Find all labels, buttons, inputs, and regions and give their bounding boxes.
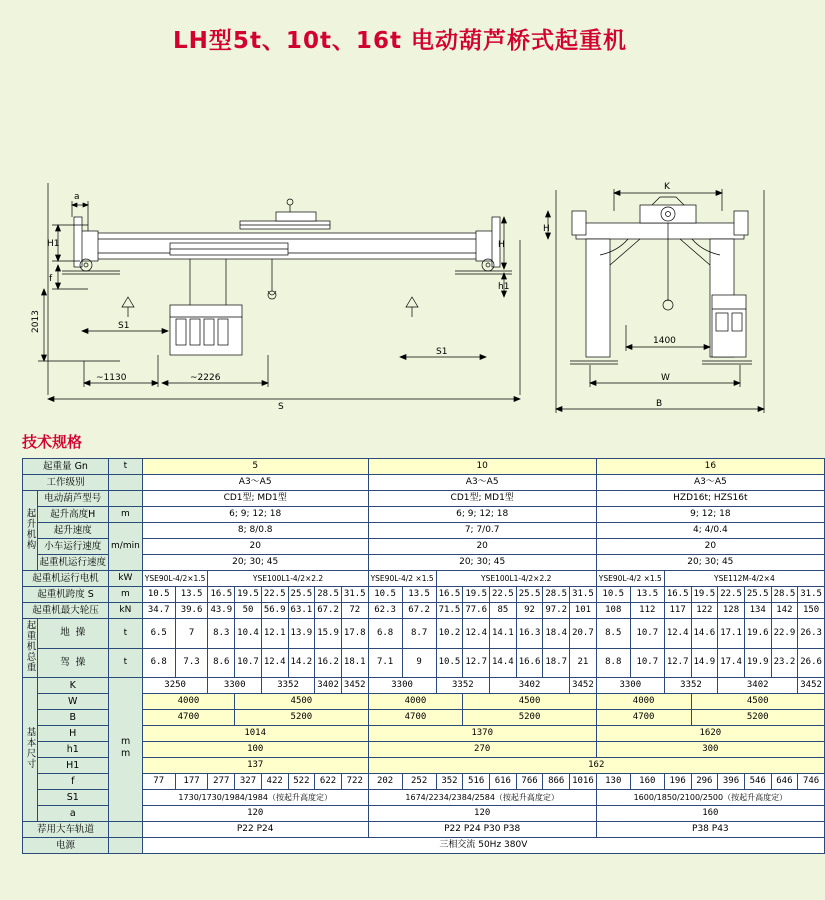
- cell: 16.5: [436, 587, 463, 603]
- cell: 646: [771, 774, 798, 790]
- cell: 616: [490, 774, 517, 790]
- cell: 25.5: [744, 587, 771, 603]
- cell: 62.3: [368, 603, 402, 619]
- cell: 8.8: [596, 648, 630, 678]
- table-row: [23, 838, 825, 854]
- cell: 1370: [368, 726, 596, 742]
- cell: 85: [490, 603, 517, 619]
- cell: 72: [341, 603, 368, 619]
- cell: 18.4: [543, 619, 570, 649]
- cell: 4700: [142, 710, 234, 726]
- cell: 3402: [315, 678, 342, 694]
- table-row: [23, 491, 825, 507]
- cell: 20; 30; 45: [142, 555, 368, 571]
- row-label: 小车运行速度: [37, 539, 109, 555]
- cell: 3402: [490, 678, 570, 694]
- row-unit: [109, 838, 143, 854]
- row-label: W: [37, 694, 109, 710]
- cell: 352: [436, 774, 463, 790]
- dim-B: B: [656, 399, 663, 409]
- cell: 1016: [570, 774, 597, 790]
- row-label: 起重机跨度 S: [23, 587, 109, 603]
- cell: 31.5: [341, 587, 368, 603]
- spec-section-title: 技术规格: [22, 433, 83, 451]
- cell: 160: [630, 774, 664, 790]
- dim-h1: h1: [498, 282, 510, 292]
- row-label: 荐用大车轨道: [23, 822, 109, 838]
- cell: 16.6: [516, 648, 543, 678]
- dim-2013: 2013: [31, 310, 41, 333]
- cell: 6.5: [142, 619, 175, 649]
- cell: 22.5: [718, 587, 745, 603]
- cell: 3352: [436, 678, 489, 694]
- dim-H1: H1: [47, 239, 60, 249]
- cell: 522: [288, 774, 315, 790]
- dim-S: S: [278, 402, 284, 412]
- row-label: 起重机运行速度: [37, 555, 109, 571]
- cell: 4700: [368, 710, 463, 726]
- cell: 10.4: [235, 619, 262, 649]
- cell: 13.5: [630, 587, 664, 603]
- cell: A3～A5: [368, 475, 596, 491]
- dim-S1-left: S1: [118, 321, 130, 331]
- cell: 142: [771, 603, 798, 619]
- cell: 20; 30; 45: [368, 555, 596, 571]
- row-unit: kW: [109, 571, 143, 587]
- cell: 4500: [235, 694, 368, 710]
- technical-drawings: [0, 65, 800, 425]
- dim-K: K: [664, 182, 670, 192]
- cell: 3250: [142, 678, 208, 694]
- cell: 22.9: [771, 619, 798, 649]
- cell: 10.5: [596, 587, 630, 603]
- cell: 8; 8/0.8: [142, 523, 368, 539]
- cell: 3452: [341, 678, 368, 694]
- cell: 7.3: [175, 648, 208, 678]
- cell: 162: [368, 758, 824, 774]
- cell: 22.5: [490, 587, 517, 603]
- cell: 28.5: [771, 587, 798, 603]
- table-row: [23, 726, 825, 742]
- table-row: [23, 507, 825, 523]
- cell: 16.5: [664, 587, 691, 603]
- row-label: 起升高度H: [37, 507, 109, 523]
- row-unit: mm: [109, 678, 143, 822]
- group-label-dimensions: 基本尺寸: [23, 678, 38, 822]
- cell: 39.6: [175, 603, 208, 619]
- cell: 5: [142, 459, 368, 475]
- cell: 26.6: [798, 648, 825, 678]
- cell: 12.1: [261, 619, 288, 649]
- cell: 20; 30; 45: [596, 555, 824, 571]
- cell: 3452: [570, 678, 597, 694]
- cell: 14.2: [288, 648, 315, 678]
- row-unit: m/min: [109, 523, 143, 571]
- cell: 8.5: [596, 619, 630, 649]
- cell: 296: [691, 774, 718, 790]
- cell: 202: [368, 774, 402, 790]
- cell: 120: [368, 806, 596, 822]
- cell: 25.5: [288, 587, 315, 603]
- row-unit: t: [109, 459, 143, 475]
- cell: 16.3: [516, 619, 543, 649]
- row-unit: t: [109, 619, 143, 649]
- cell: 100: [142, 742, 368, 758]
- cell: 7: [175, 619, 208, 649]
- row-label: 工作级别: [23, 475, 109, 491]
- cell: 112: [630, 603, 664, 619]
- cell: 7; 7/0.7: [368, 523, 596, 539]
- table-row: [23, 694, 825, 710]
- cell: 196: [664, 774, 691, 790]
- cell: 9; 12; 18: [596, 507, 824, 523]
- cell: 50: [235, 603, 262, 619]
- cell: 4; 4/0.4: [596, 523, 824, 539]
- cell: 13.5: [402, 587, 436, 603]
- cell: 16: [596, 459, 824, 475]
- cell: P22 P24: [142, 822, 368, 838]
- cell: HZD16t; HZS16t: [596, 491, 824, 507]
- cell: 14.1: [490, 619, 517, 649]
- cell: 10.2: [436, 619, 463, 649]
- row-unit: t: [109, 648, 143, 678]
- cell: 19.9: [744, 648, 771, 678]
- cell: 18.7: [543, 648, 570, 678]
- cell: 7.1: [368, 648, 402, 678]
- cell: 17.8: [341, 619, 368, 649]
- row-label: 驾 操: [37, 648, 109, 678]
- cell: 3300: [596, 678, 664, 694]
- cell: 1620: [596, 726, 824, 742]
- cell: 4000: [368, 694, 463, 710]
- dim-W: W: [661, 373, 670, 383]
- cell: 108: [596, 603, 630, 619]
- cell: 31.5: [570, 587, 597, 603]
- cell: 67.2: [402, 603, 436, 619]
- cell: A3～A5: [142, 475, 368, 491]
- cell: 19.5: [691, 587, 718, 603]
- cell: 18.1: [341, 648, 368, 678]
- table-row: [23, 806, 825, 822]
- cell: 14.4: [490, 648, 517, 678]
- cell: 12.7: [664, 648, 691, 678]
- table-row: [23, 555, 825, 571]
- cell: 9: [402, 648, 436, 678]
- table-row: [23, 822, 825, 838]
- cell: 3452: [798, 678, 825, 694]
- cell: 8.7: [402, 619, 436, 649]
- cell: 137: [142, 758, 368, 774]
- cell: 34.7: [142, 603, 175, 619]
- cell: 10.7: [235, 648, 262, 678]
- cell: 1600/1850/2100/2500（按起升高度定）: [596, 790, 824, 806]
- cell: 117: [664, 603, 691, 619]
- cell: 8.6: [208, 648, 235, 678]
- cell: 134: [744, 603, 771, 619]
- cell: 20: [368, 539, 596, 555]
- cell: 122: [691, 603, 718, 619]
- cell: 128: [718, 603, 745, 619]
- cell: 1674/2234/2384/2584（按起升高度定）: [368, 790, 596, 806]
- table-row: [23, 742, 825, 758]
- cell: 13.5: [175, 587, 208, 603]
- table-row: [23, 648, 825, 678]
- cell: 252: [402, 774, 436, 790]
- cell: 12.4: [664, 619, 691, 649]
- cell: 67.2: [315, 603, 342, 619]
- dim-1130: ~1130: [96, 373, 127, 383]
- dim-H-left: H: [498, 240, 505, 250]
- cell: 766: [516, 774, 543, 790]
- row-unit: kN: [109, 603, 143, 619]
- dim-a: a: [74, 192, 80, 202]
- cell: 8.3: [208, 619, 235, 649]
- table-row: [23, 523, 825, 539]
- cell: 277: [208, 774, 235, 790]
- cell: 722: [341, 774, 368, 790]
- row-unit: [109, 822, 143, 838]
- row-unit: m: [109, 587, 143, 603]
- cell: 160: [596, 806, 824, 822]
- table-row: [23, 571, 825, 587]
- cell: 3402: [718, 678, 798, 694]
- cell: 19.6: [744, 619, 771, 649]
- cell: 10.5: [368, 587, 402, 603]
- dim-S1-right: S1: [436, 347, 448, 357]
- cell: 13.9: [288, 619, 315, 649]
- table-row: [23, 459, 825, 475]
- cell: 3300: [368, 678, 436, 694]
- cell: 10: [368, 459, 596, 475]
- cell: 866: [543, 774, 570, 790]
- cell: 12.7: [463, 648, 490, 678]
- cell: YSE100L1-4/2×2.2: [208, 571, 368, 587]
- cell: 5200: [691, 710, 824, 726]
- cell: 270: [368, 742, 596, 758]
- cell: 15.9: [315, 619, 342, 649]
- cell: 25.5: [516, 587, 543, 603]
- cell: 26.3: [798, 619, 825, 649]
- row-label: a: [37, 806, 109, 822]
- cell: 17.4: [718, 648, 745, 678]
- row-label: B: [37, 710, 109, 726]
- cell: 5200: [235, 710, 368, 726]
- cell: 300: [596, 742, 824, 758]
- cell: CD1型; MD1型: [142, 491, 368, 507]
- table-row: [23, 587, 825, 603]
- cell: 130: [596, 774, 630, 790]
- dim-2226: ~2226: [190, 373, 221, 383]
- specification-table: [22, 458, 825, 854]
- cell: 31.5: [798, 587, 825, 603]
- cell: A3～A5: [596, 475, 824, 491]
- cell: 177: [175, 774, 208, 790]
- cell: 516: [463, 774, 490, 790]
- cell: 10.7: [630, 619, 664, 649]
- row-label: 起升速度: [37, 523, 109, 539]
- cell: 43.9: [208, 603, 235, 619]
- table-row: [23, 790, 825, 806]
- dim-H-right: H: [543, 224, 550, 234]
- cell: 4700: [596, 710, 691, 726]
- cell: YSE90L-4/2 ×1.5: [368, 571, 436, 587]
- cell: 4000: [596, 694, 691, 710]
- cell: 10.5: [436, 648, 463, 678]
- cell: 1014: [142, 726, 368, 742]
- cell: 77.6: [463, 603, 490, 619]
- cell: 10.7: [630, 648, 664, 678]
- cell: 622: [315, 774, 342, 790]
- cell: 10.5: [142, 587, 175, 603]
- table-row: [23, 619, 825, 649]
- row-label: 起重量 Gn: [23, 459, 109, 475]
- cell: CD1型; MD1型: [368, 491, 596, 507]
- cell: 28.5: [315, 587, 342, 603]
- cell: 1730/1730/1984/1984（按起升高度定）: [142, 790, 368, 806]
- dim-f: f: [49, 274, 53, 284]
- row-label: 地 操: [37, 619, 109, 649]
- cell: 3352: [664, 678, 717, 694]
- table-row: [23, 710, 825, 726]
- cell: 4500: [463, 694, 596, 710]
- cell: 6.8: [368, 619, 402, 649]
- cell: 6; 9; 12; 18: [142, 507, 368, 523]
- row-unit: [109, 475, 143, 491]
- row-label: H: [37, 726, 109, 742]
- cell: 12.4: [463, 619, 490, 649]
- cell: 5200: [463, 710, 596, 726]
- cell: 63.1: [288, 603, 315, 619]
- cell: 三相交流 50Hz 380V: [142, 838, 824, 854]
- table-row: [23, 539, 825, 555]
- row-unit: [109, 491, 143, 507]
- row-label: 电动葫芦型号: [37, 491, 109, 507]
- group-label-weight: 起重机总重: [23, 619, 38, 678]
- cell: 77: [142, 774, 175, 790]
- row-label: f: [37, 774, 109, 790]
- cell: 97.2: [543, 603, 570, 619]
- cell: 21: [570, 648, 597, 678]
- cell: 71.5: [436, 603, 463, 619]
- cell: 28.5: [543, 587, 570, 603]
- cell: 150: [798, 603, 825, 619]
- cell: 19.5: [463, 587, 490, 603]
- cell: 6.8: [142, 648, 175, 678]
- cell: YSE100L1-4/2×2.2: [436, 571, 596, 587]
- row-label: h1: [37, 742, 109, 758]
- cell: 20.7: [570, 619, 597, 649]
- cell: 16.5: [208, 587, 235, 603]
- cell: P38 P43: [596, 822, 824, 838]
- cell: 120: [142, 806, 368, 822]
- cell: YSE90L-4/2×1.5: [142, 571, 208, 587]
- cell: 101: [570, 603, 597, 619]
- dim-1400: 1400: [653, 336, 676, 346]
- cell: 14.9: [691, 648, 718, 678]
- cell: 19.5: [235, 587, 262, 603]
- cell: 6; 9; 12; 18: [368, 507, 596, 523]
- cell: 22.5: [261, 587, 288, 603]
- row-label: 起重机最大轮压: [23, 603, 109, 619]
- row-label: S1: [37, 790, 109, 806]
- cell: 327: [235, 774, 262, 790]
- cell: 14.6: [691, 619, 718, 649]
- table-row: [23, 774, 825, 790]
- cell: 17.1: [718, 619, 745, 649]
- row-label: K: [37, 678, 109, 694]
- cell: 20: [142, 539, 368, 555]
- cell: YSE90L-4/2 ×1.5: [596, 571, 664, 587]
- drawing-svg: [0, 65, 800, 425]
- table-row: [23, 603, 825, 619]
- cell: 56.9: [261, 603, 288, 619]
- page-title: LH型5t、10t、16t 电动葫芦桥式起重机: [173, 28, 627, 54]
- group-label-lift: 起升机构: [23, 491, 38, 571]
- row-label: 起重机运行电机: [23, 571, 109, 587]
- row-unit: m: [109, 507, 143, 523]
- table-row: [23, 758, 825, 774]
- cell: 3352: [261, 678, 314, 694]
- row-label: 电源: [23, 838, 109, 854]
- table-row: [23, 678, 825, 694]
- cell: 546: [744, 774, 771, 790]
- cell: 4500: [691, 694, 824, 710]
- table-row: [23, 475, 825, 491]
- cell: P22 P24 P30 P38: [368, 822, 596, 838]
- cell: 23.2: [771, 648, 798, 678]
- cell: 12.4: [261, 648, 288, 678]
- cell: 422: [261, 774, 288, 790]
- row-label: H1: [37, 758, 109, 774]
- cell: YSE112M-4/2×4: [664, 571, 824, 587]
- cell: 20: [596, 539, 824, 555]
- cell: 16.2: [315, 648, 342, 678]
- cell: 4000: [142, 694, 234, 710]
- cell: 92: [516, 603, 543, 619]
- cell: 396: [718, 774, 745, 790]
- cell: 746: [798, 774, 825, 790]
- cell: 3300: [208, 678, 261, 694]
